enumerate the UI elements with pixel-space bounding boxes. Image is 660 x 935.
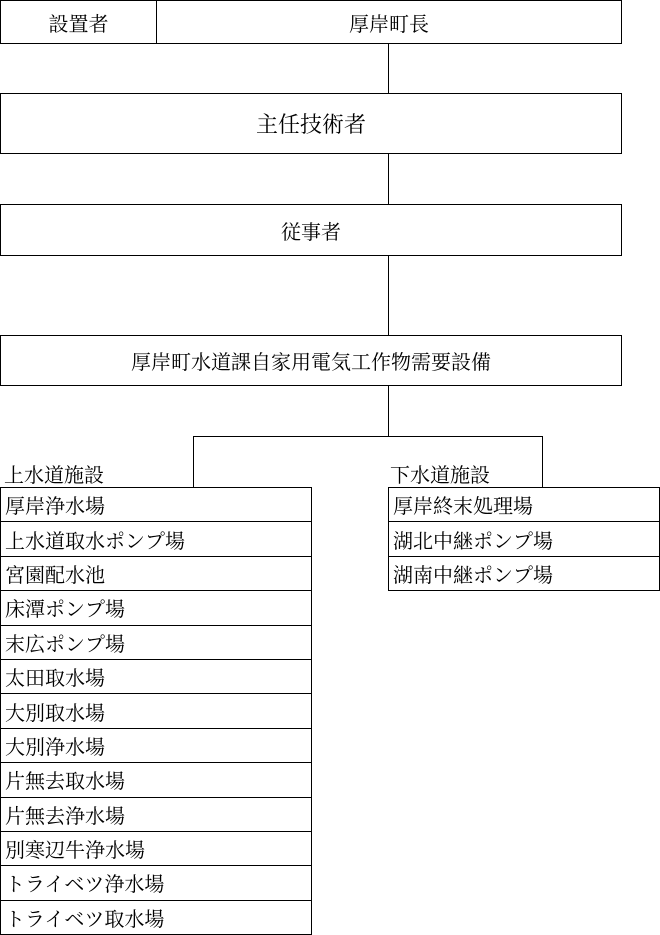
staff-label: 従事者	[281, 219, 341, 244]
facility-box	[0, 335, 622, 386]
facility-label: 厚岸町水道課自家用電気工作物需要設備	[131, 350, 491, 374]
water-supply-item: 太田取水場	[1, 660, 311, 694]
connector-staff-facility	[388, 255, 389, 335]
water-supply-item: トライベツ浄水場	[1, 866, 311, 900]
owner-label: 設置者	[1, 1, 157, 43]
water-supply-item: 大別取水場	[1, 694, 311, 728]
connector-owner-chief	[388, 43, 389, 93]
connector-facility-branch	[388, 385, 389, 436]
water-supply-item: 大別浄水場	[1, 729, 311, 763]
water-supply-item: 厚岸浄水場	[1, 488, 311, 522]
sewerage-item: 厚岸終末処理場	[389, 488, 659, 522]
water-supply-title: 上水道施設	[4, 463, 104, 487]
water-supply-item: トライベツ取水場	[5, 907, 165, 932]
connector-branch-horizontal	[193, 436, 542, 437]
owner-value: 厚岸町長	[349, 11, 429, 36]
connector-chief-staff	[388, 153, 389, 204]
water-supply-item: 片無去取水場	[1, 763, 311, 797]
owner-row	[0, 0, 622, 44]
connector-branch-water	[193, 436, 194, 487]
sewerage-item: 湖北中継ポンプ場	[389, 522, 659, 556]
water-supply-list	[0, 487, 312, 935]
water-supply-item: 宮園配水池	[1, 557, 311, 591]
water-supply-item: 末広ポンプ場	[1, 626, 311, 660]
connector-branch-sewer	[542, 436, 543, 487]
sewerage-title: 下水道施設	[390, 463, 490, 487]
water-supply-item: 片無去浄水場	[1, 798, 311, 832]
sewerage-list	[388, 487, 660, 591]
chief-engineer-label: 主任技術者	[255, 113, 366, 138]
sewerage-item: 湖南中継ポンプ場	[393, 563, 553, 588]
staff-box	[0, 204, 622, 256]
water-supply-item: 別寒辺牛浄水場	[1, 832, 311, 866]
water-supply-item: 床潭ポンプ場	[1, 591, 311, 625]
water-supply-item: 上水道取水ポンプ場	[1, 522, 311, 556]
chief-engineer-box	[0, 93, 622, 154]
